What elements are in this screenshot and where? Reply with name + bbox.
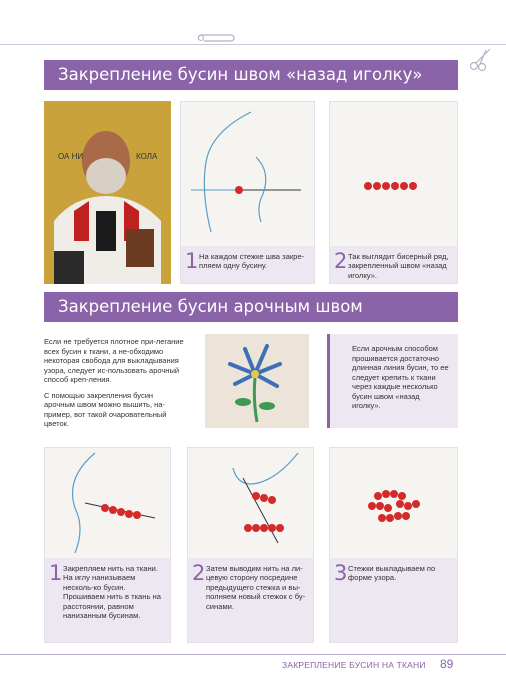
paragraph: Если не требуется плотное при-легание всех бусин к ткани, а не-обходимо некоторая свобода для выкладывания узора, следует ис-пользовать арочный способ креп-ления. [44, 337, 184, 384]
step-photo [188, 448, 313, 560]
top-band [0, 0, 506, 47]
step-number: 1 [49, 561, 63, 585]
step-number: 1 [185, 249, 199, 273]
step-text: Стежки выкладываем по форме узора. [348, 564, 436, 583]
footer-divider [0, 654, 506, 655]
icon-embroidery-photo [44, 101, 171, 284]
step-card-1 [44, 447, 171, 643]
section-heading-backstitch: Закрепление бусин швом «назад иголку» [44, 60, 458, 90]
section-heading-arch-stitch: Закрепление бусин арочным швом [44, 292, 458, 322]
step-card-1 [180, 101, 315, 284]
note-box [327, 334, 458, 428]
top-divider [0, 44, 506, 45]
step-card-3 [329, 447, 458, 643]
intro-text [44, 337, 184, 435]
step-number: 3 [334, 561, 348, 585]
svg-text:ОА НИ: ОА НИ [58, 152, 84, 161]
step-card-2 [329, 101, 458, 284]
scissors-icon [468, 46, 496, 72]
step-text: Затем выводим нить на ли-цевую сторону посредине предыдущего стежка и вы-полняем новый стежок с бу-синами. [206, 564, 306, 611]
flower-photo [205, 334, 309, 428]
step-photo [330, 102, 457, 248]
svg-text:КОЛА: КОЛА [136, 152, 158, 161]
step-caption [181, 246, 314, 283]
step-caption [330, 558, 457, 642]
safety-pin-icon [196, 30, 236, 46]
step-photo [45, 448, 170, 560]
footer-chapter-title: ЗАКРЕПЛЕНИЕ БУСИН НА ТКАНИ [282, 660, 426, 670]
step-text: На каждом стежке шва закре-пляем одну бусину. [199, 252, 305, 271]
step-caption [45, 558, 170, 642]
step-caption [330, 246, 457, 283]
step-photo [181, 102, 314, 248]
paragraph: С помощью закрепления бусин арочным швом можно вышить, на-пример, вот такой очаровательный цветок. [44, 390, 167, 428]
step-text: Так выглядит бисерный ряд, закрепленный швом «назад иголку». [348, 252, 449, 280]
step-caption [188, 558, 313, 642]
step-number: 2 [334, 249, 348, 273]
page-number: 89 [440, 657, 454, 671]
step-text: Закрепляем нить на ткани. На иглу нанизываем несколь-ко бусин. Прошиваем нить в ткань на расстоянии, равном нанизанным бусинам. [63, 564, 161, 621]
step-number: 2 [192, 561, 206, 585]
step-photo [330, 448, 457, 560]
note-text: Если арочным способом прошивается достаточно длинная линия бусин, то ее следует крепить к ткани через каждые несколько бусин швом «назад иголку». [352, 344, 449, 410]
step-card-2 [187, 447, 314, 643]
